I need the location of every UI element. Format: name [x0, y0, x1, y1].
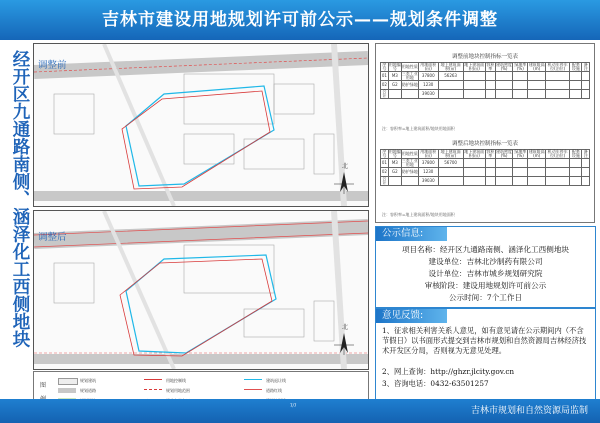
th: 序号	[382, 62, 387, 71]
th: 容积率	[486, 149, 495, 158]
table-after	[380, 149, 590, 186]
table-before-title: 调整前地块控制指标一览表	[451, 54, 518, 60]
th: 用地面积(㎡)	[420, 62, 437, 71]
th: 机动车停车位(泊位)	[546, 150, 570, 159]
th: 备注	[583, 149, 588, 158]
table-before-note: 注：容积率=地上建筑面积/地块用地面积	[382, 126, 455, 131]
th: 容积率	[486, 62, 495, 71]
table-row: 02 G2 防护绿地 1230	[381, 168, 590, 177]
map-panel-after	[33, 210, 369, 370]
map-panel-before	[33, 43, 369, 207]
info-approval: 审核阶段：建设用地规划许可前公示	[424, 281, 547, 290]
th: 用地编号	[388, 62, 401, 71]
th: 序号	[382, 149, 387, 158]
info-builder: 建设单位：吉林北沙制药有限公司	[428, 257, 543, 266]
th: 绿地率(%)	[514, 149, 527, 158]
th: 用地性质	[401, 63, 418, 72]
th: 用地编号	[388, 149, 401, 158]
th: 建筑限高(m)	[528, 149, 545, 158]
table-after-title: 调整后地块控制指标一览表	[451, 141, 518, 147]
page-title: 吉林市建设用地规划许可前公示——规划条件调整	[102, 10, 498, 30]
info-project: 项目名称：经开区九通路南侧、涵泽化工西侧地块	[401, 245, 570, 254]
th: 机动车停车位(泊位)	[546, 63, 570, 72]
feedback-item-1: 1、征求相关利害关系人意见，如有意见请在公示期间内（不含节假日）以书面形式提交到吉林市规划和自然资源局吉林经济技术开发区分局，否则视为无意见处理。	[382, 326, 587, 355]
th: 地下建筑面积(㎡)	[464, 149, 485, 158]
th: 配套设施	[570, 63, 582, 72]
info-period: 公示时间：7个工作日	[448, 293, 523, 302]
legend-item: 规划用地范围	[166, 388, 190, 393]
legend-item: 用地控制线	[166, 378, 186, 383]
feedback-item-3: 3、咨询电话：0432-63501257	[382, 379, 489, 388]
table-row: 01 M3 三类工业用地 37800 56263	[381, 72, 590, 81]
legend-item: 建筑退让线	[266, 378, 286, 383]
feedback-header: 意见反馈:	[376, 309, 447, 323]
th: 建筑密度(%)	[496, 149, 513, 158]
table-row: 合计 39030	[381, 90, 590, 99]
table-before	[380, 62, 590, 99]
legend-item: 道路红线	[266, 388, 282, 393]
th: 建筑密度(%)	[496, 62, 513, 71]
feedback-item-2[interactable]: 2、网上查询：http://ghzr.jlcity.gov.cn	[382, 367, 515, 376]
th: 用地性质	[401, 150, 418, 159]
th: 地下建筑面积(㎡)	[464, 62, 485, 71]
after-label: 调整后	[38, 232, 67, 243]
control-index-tables	[375, 43, 595, 223]
th: 建筑限高(m)	[528, 62, 545, 71]
legend-title-a: 图	[40, 382, 47, 389]
footer-org: 吉林市规划和自然资源局监制	[470, 406, 588, 416]
table-row: 合计 39030	[381, 177, 590, 186]
footer-bar	[0, 399, 600, 423]
feedback-box	[375, 308, 596, 400]
info-header: 公示信息:	[376, 227, 447, 241]
legend-item: 规划建筑	[80, 378, 96, 383]
title-banner	[0, 0, 600, 40]
th: 配套设施	[570, 150, 582, 159]
th: 地上建筑面积(㎡)	[438, 63, 463, 72]
info-designer: 设计单位：吉林市城乡规划研究院	[428, 269, 543, 278]
th: 备注	[583, 62, 588, 71]
side-title: 经开区九通路南侧、涵泽化工西侧地块	[10, 50, 30, 348]
page-number: 7/7	[290, 403, 297, 408]
th: 用地面积(㎡)	[420, 149, 437, 158]
th: 地上建筑面积(㎡)	[438, 150, 463, 159]
public-info-box	[375, 226, 596, 308]
legend-item: 规划道路	[80, 388, 96, 393]
table-after-note: 注：容积率=地上建筑面积/地块用地面积	[382, 212, 455, 217]
north-label: 北	[342, 324, 349, 331]
site-plan-before	[34, 44, 368, 206]
table-row: 02 G2 防护绿地 1230	[381, 81, 590, 90]
north-label: 北	[342, 163, 349, 170]
site-plan-after	[34, 211, 368, 369]
before-label: 调整前	[38, 60, 67, 71]
table-row: 01 M3 三类工业用地 37800 56700	[381, 159, 590, 168]
th: 绿地率(%)	[514, 62, 527, 71]
